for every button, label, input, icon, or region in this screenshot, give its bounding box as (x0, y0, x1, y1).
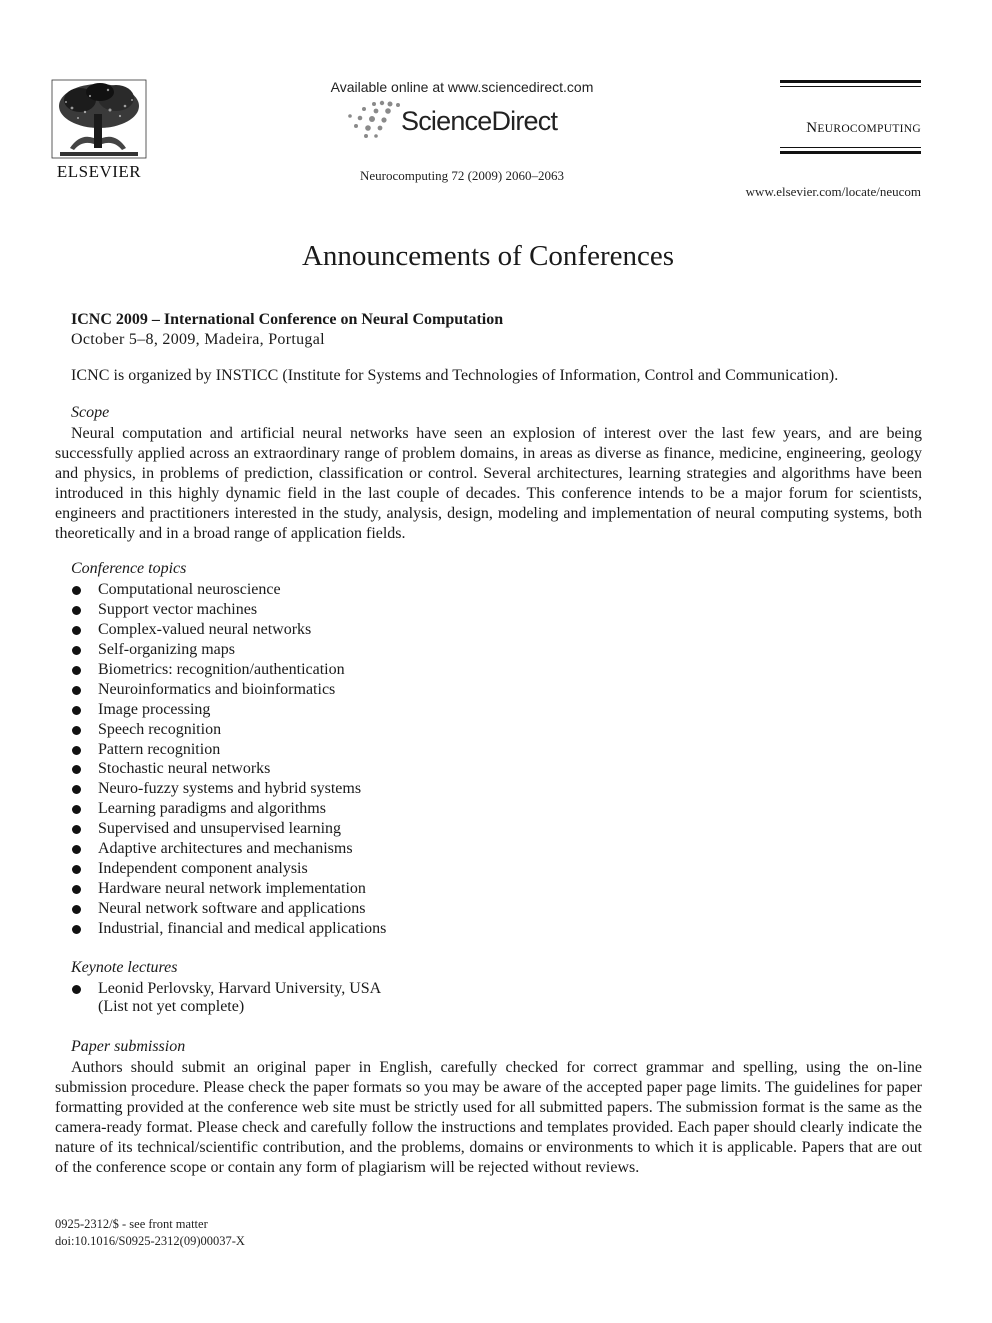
topic-item (71, 640, 386, 660)
bullet-icon (72, 825, 81, 834)
topic-item (71, 799, 386, 819)
bullet-icon (72, 885, 81, 894)
topic-label: Industrial, financial and medical applications (98, 919, 387, 937)
topic-item (71, 839, 386, 859)
topics-heading: Conference topics (71, 560, 187, 577)
topic-label: Computational neuroscience (98, 581, 281, 598)
bullet-icon (72, 706, 81, 715)
topic-item (71, 660, 386, 680)
elsevier-wordmark: ELSEVIER (56, 162, 142, 181)
journal-url-link[interactable]: www.elsevier.com/locate/neucom (745, 184, 921, 199)
topic-label: Support vector machines (98, 600, 258, 618)
topic-item (71, 819, 386, 839)
bullet-icon (72, 925, 81, 934)
footer-doi[interactable]: doi:10.1016/S0925-2312(09)00037-X (55, 1234, 245, 1248)
header-rule-bottom (780, 147, 921, 157)
elsevier-logo (50, 78, 148, 188)
topic-label: Stochastic neural networks (98, 760, 271, 778)
keynote-list (71, 979, 381, 999)
keynote-heading: Keynote lectures (71, 959, 178, 976)
topics-list (71, 580, 386, 939)
footer (55, 1216, 245, 1250)
topic-item (71, 700, 386, 720)
topic-label: Learning paradigms and algorithms (98, 800, 326, 818)
journal-name (760, 120, 921, 137)
available-online-text[interactable]: Available online at www.sciencedirect.com (330, 79, 594, 95)
bullet-icon (72, 765, 81, 774)
topic-item (71, 899, 386, 919)
bullet-icon (72, 726, 81, 735)
topic-item (71, 600, 386, 620)
topic-label: Biometrics: recognition/authentication (98, 660, 345, 678)
topic-item (71, 759, 386, 779)
bullet-icon (72, 606, 81, 615)
sciencedirect-wordmark: ScienceDirect (401, 106, 558, 136)
topic-item (71, 859, 386, 879)
bullet-icon (72, 646, 81, 655)
journal-name-initial: N (806, 120, 818, 136)
bullet-icon (72, 865, 81, 874)
conference-heading: ICNC 2009 – International Conference on Neural Computation (71, 311, 504, 328)
topic-label: Pattern recognition (98, 740, 221, 758)
page-title: Announcements of Conferences (301, 240, 675, 272)
submission-paragraph: Authors should submit an original paper in English, carefully checked for correct grammar and spelling, using the on-line submission procedure. Please check the paper formats so you may be aware of the accepted paper page limits. The guidelines for paper formatting provided at the conference web site must be strictly used for all submitted papers. The submission format is the same as the camera-ready format. Please check and carefully follow the instructions and templates provided. Each paper should clearly indicate the nature of its technical/scientific contribution, and the problems, domains or environments to which it is applicable. Papers that are out of the conference scope or contain any form of plagiarism will be rejected without reviews. (55, 1059, 922, 1176)
bullet-icon (72, 845, 81, 854)
bullet-icon (72, 746, 81, 755)
footer-issn: 0925-2312/$ - see front matter (55, 1217, 208, 1231)
topic-label: Neuroinformatics and bioinformatics (98, 680, 336, 698)
bullet-icon (72, 805, 81, 814)
topic-label: Self-organizing maps (98, 640, 236, 658)
topic-label: Speech recognition (98, 720, 222, 738)
topic-label: Image processing (98, 700, 211, 718)
topic-item (71, 879, 386, 899)
topic-item (71, 580, 386, 600)
journal-citation: Neurocomputing 72 (2009) 2060–2063 (359, 168, 564, 183)
topic-item (71, 919, 386, 939)
bullet-icon (72, 985, 81, 994)
submission-heading: Paper submission (71, 1038, 186, 1055)
topic-label: Complex-valued neural networks (98, 620, 312, 638)
topic-label: Neuro-fuzzy systems and hybrid systems (98, 780, 362, 798)
keynote-note: (List not yet complete) (98, 998, 245, 1015)
bullet-icon (72, 586, 81, 595)
keynote-item (71, 979, 381, 999)
keynote-speaker: Leonid Perlovsky, Harvard University, USA (98, 980, 382, 997)
bullet-icon (72, 626, 81, 635)
topic-item (71, 779, 386, 799)
conference-organizer: ICNC is organized by INSTICC (Institute for Systems and Technologies of Information, Control and Communication). (71, 367, 839, 384)
topic-label: Adaptive architectures and mechanisms (98, 840, 353, 858)
topic-item (71, 740, 386, 760)
bullet-icon (72, 785, 81, 794)
topic-label: Hardware neural network implementation (98, 880, 366, 898)
header-rule-top (780, 80, 921, 90)
topic-label: Independent component analysis (98, 860, 308, 878)
topic-item (71, 620, 386, 640)
elsevier-tree-emblem (50, 78, 148, 160)
topic-item (71, 680, 386, 700)
sciencedirect-dots-icon (346, 100, 402, 140)
journal-name-rest: EUROCOMPUTING (817, 123, 921, 135)
bullet-icon (72, 666, 81, 675)
conference-dates: October 5–8, 2009, Madeira, Portugal (71, 331, 325, 348)
topic-item (71, 720, 386, 740)
topic-label: Supervised and unsupervised learning (98, 820, 342, 838)
bullet-icon (72, 686, 81, 695)
scope-heading: Scope (71, 404, 110, 421)
bullet-icon (72, 905, 81, 914)
sciencedirect-logo[interactable] (346, 100, 586, 142)
topic-label: Neural network software and applications (98, 900, 366, 917)
scope-paragraph: Neural computation and artificial neural networks have seen an explosion of interest over the last few years, and are being successfully applied across an extraordinary range of problem domains, in areas as diverse as finance, medicine, engineering, geology and physics, in problems of prediction, classification or control. Several architectures, learning strategies and algorithms have been introduced in this highly dynamic field in the last couple of decades. This conference intends to be a major forum for scientists, engineers and practitioners interested in the study, analysis, design, modeling and implementation of neural computing systems, both theoretically and in a broad range of application fields. (55, 425, 922, 542)
